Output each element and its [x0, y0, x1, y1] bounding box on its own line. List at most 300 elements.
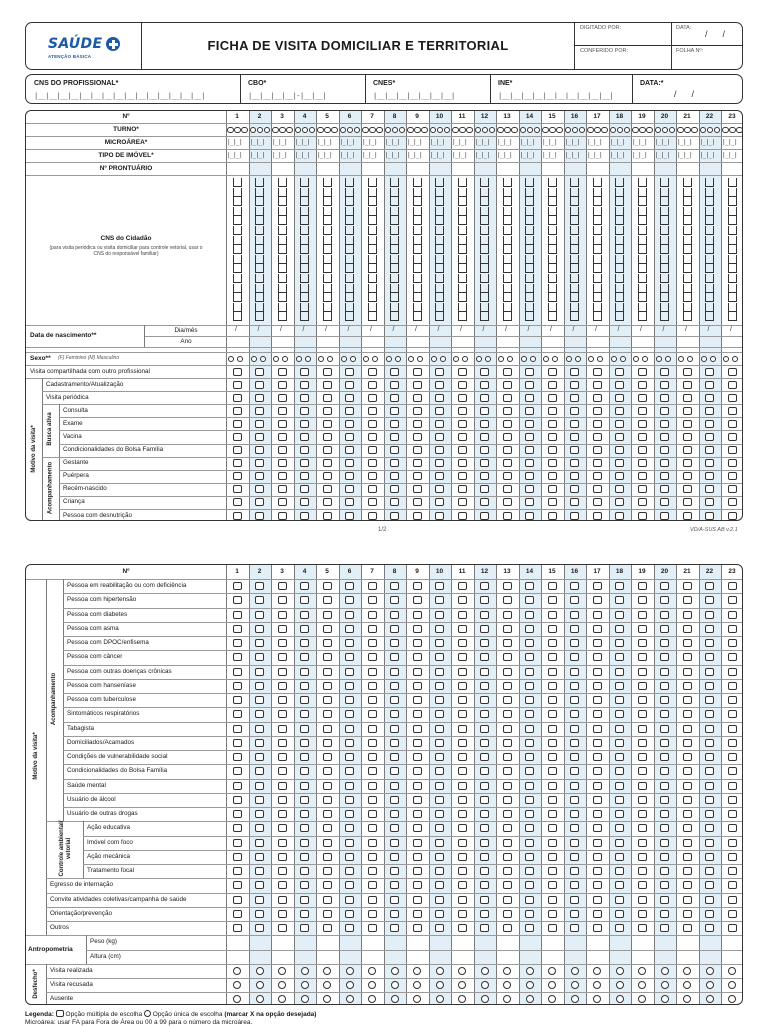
acomp-item-checkbox[interactable] — [233, 653, 242, 661]
busca-item-checkbox[interactable] — [570, 433, 579, 441]
cns-digit-box[interactable] — [503, 197, 512, 206]
compartilhada-checkbox[interactable] — [233, 368, 242, 376]
turno-option[interactable] — [317, 127, 324, 134]
motivo-extra-checkbox[interactable] — [480, 881, 489, 889]
acomp-item-checkbox[interactable] — [660, 739, 669, 747]
acomp-item-checkbox[interactable] — [570, 739, 579, 747]
turno-option[interactable] — [362, 127, 369, 134]
acomp-item-checkbox[interactable] — [480, 810, 489, 818]
motivo-extra-checkbox[interactable] — [615, 881, 624, 889]
desfecho-item-radio[interactable] — [548, 995, 556, 1003]
sexo-option[interactable] — [251, 356, 257, 362]
cns-digit-box[interactable] — [278, 226, 287, 235]
cns-digit-box[interactable] — [278, 216, 287, 225]
compartilhada-checkbox[interactable] — [413, 368, 422, 376]
busca-item-checkbox[interactable] — [638, 433, 647, 441]
compartilhada-checkbox[interactable] — [660, 368, 669, 376]
desfecho-item-radio[interactable] — [661, 981, 669, 989]
tipo-imovel-boxes[interactable]: |_|_| — [722, 151, 738, 159]
cns-digit-box[interactable] — [458, 178, 467, 187]
cns-digit-box[interactable] — [278, 293, 287, 302]
controle-item-checkbox[interactable] — [525, 839, 534, 847]
acomp-item-checkbox[interactable] — [390, 611, 399, 619]
cns-digit-box[interactable] — [480, 264, 489, 273]
acomp-item-checkbox[interactable] — [593, 696, 602, 704]
acomp-item-checkbox[interactable] — [705, 767, 714, 775]
turno-option[interactable] — [542, 127, 549, 134]
acomp-item-checkbox[interactable] — [233, 639, 242, 647]
visita-periodica-checkbox[interactable] — [278, 394, 287, 402]
busca-item-checkbox[interactable] — [503, 433, 512, 441]
cns-digit-box[interactable] — [638, 197, 647, 206]
acomp-item-checkbox[interactable] — [525, 753, 534, 761]
turno-option[interactable] — [414, 127, 421, 134]
desfecho-item-radio[interactable] — [616, 981, 624, 989]
controle-item-checkbox[interactable] — [570, 824, 579, 832]
tipo-imovel-boxes[interactable]: |_|_| — [474, 151, 490, 159]
compartilhada-checkbox[interactable] — [683, 368, 692, 376]
acomp-item-checkbox[interactable] — [458, 639, 467, 647]
acomp-item-checkbox[interactable] — [525, 696, 534, 704]
cns-digit-box[interactable] — [233, 207, 242, 216]
sexo-option[interactable] — [723, 356, 729, 362]
busca-item-checkbox[interactable] — [683, 420, 692, 428]
cns-digit-box[interactable] — [345, 178, 354, 187]
controle-item-checkbox[interactable] — [255, 853, 264, 861]
controle-item-checkbox[interactable] — [480, 867, 489, 875]
cns-digit-box[interactable] — [525, 284, 534, 293]
acomp-item-checkbox[interactable] — [660, 596, 669, 604]
controle-item-checkbox[interactable] — [390, 867, 399, 875]
acomp-item-checkbox[interactable] — [278, 782, 287, 790]
acomp-item-checkbox[interactable] — [255, 710, 264, 718]
cns-digit-box[interactable] — [368, 226, 377, 235]
cns-digit-box[interactable] — [255, 207, 264, 216]
acomp-item-checkbox[interactable] — [300, 725, 309, 733]
cns-digit-box[interactable] — [525, 312, 534, 321]
desfecho-item-radio[interactable] — [683, 981, 691, 989]
acomp-item-checkbox[interactable] — [323, 459, 332, 467]
turno-option[interactable] — [587, 127, 594, 134]
busca-item-checkbox[interactable] — [255, 433, 264, 441]
motivo-extra-checkbox[interactable] — [705, 896, 714, 904]
acomp-item-checkbox[interactable] — [345, 459, 354, 467]
acomp-item-checkbox[interactable] — [638, 472, 647, 480]
acomp-item-checkbox[interactable] — [525, 582, 534, 590]
acomp-item-checkbox[interactable] — [683, 625, 692, 633]
sexo-option[interactable] — [521, 356, 527, 362]
busca-item-checkbox[interactable] — [413, 433, 422, 441]
controle-item-checkbox[interactable] — [548, 867, 557, 875]
acomp-item-checkbox[interactable] — [435, 485, 444, 493]
acomp-item-checkbox[interactable] — [458, 767, 467, 775]
cns-digit-box[interactable] — [458, 293, 467, 302]
busca-item-checkbox[interactable] — [728, 407, 737, 415]
cns-digit-box[interactable] — [368, 216, 377, 225]
controle-item-checkbox[interactable] — [503, 853, 512, 861]
acomp-item-checkbox[interactable] — [300, 767, 309, 775]
acomp-item-checkbox[interactable] — [368, 582, 377, 590]
cns-digit-box[interactable] — [570, 293, 579, 302]
acomp-item-checkbox[interactable] — [615, 485, 624, 493]
acomp-item-checkbox[interactable] — [368, 796, 377, 804]
cns-digit-box[interactable] — [323, 226, 332, 235]
acomp-item-checkbox[interactable] — [368, 696, 377, 704]
acomp-item-checkbox[interactable] — [390, 625, 399, 633]
turno-option[interactable] — [655, 127, 662, 134]
acomp-item-checkbox[interactable] — [390, 696, 399, 704]
motivo-extra-checkbox[interactable] — [458, 924, 467, 932]
tipo-imovel-boxes[interactable]: |_|_| — [294, 151, 310, 159]
acomp-item-checkbox[interactable] — [660, 472, 669, 480]
acomp-item-checkbox[interactable] — [548, 653, 557, 661]
acomp-item-checkbox[interactable] — [525, 668, 534, 676]
acomp-item-checkbox[interactable] — [413, 596, 422, 604]
cns-digit-box[interactable] — [323, 264, 332, 273]
acomp-item-checkbox[interactable] — [570, 639, 579, 647]
busca-item-checkbox[interactable] — [525, 433, 534, 441]
visita-periodica-checkbox[interactable] — [593, 394, 602, 402]
cns-digit-box[interactable] — [503, 236, 512, 245]
cns-digit-box[interactable] — [368, 245, 377, 254]
controle-item-checkbox[interactable] — [435, 867, 444, 875]
dia-mes-slash[interactable]: / — [482, 326, 485, 333]
acomp-item-checkbox[interactable] — [413, 796, 422, 804]
dia-mes-slash[interactable]: / — [685, 326, 687, 333]
acomp-item-checkbox[interactable] — [255, 653, 264, 661]
cns-digit-box[interactable] — [503, 312, 512, 321]
motivo-extra-checkbox[interactable] — [413, 881, 422, 889]
visita-periodica-checkbox[interactable] — [345, 394, 354, 402]
cns-digit-box[interactable] — [278, 197, 287, 206]
tipo-imovel-boxes[interactable]: |_|_| — [339, 151, 355, 159]
controle-item-checkbox[interactable] — [480, 839, 489, 847]
acomp-item-checkbox[interactable] — [615, 753, 624, 761]
cns-digit-box[interactable] — [593, 312, 602, 321]
cns-digit-box[interactable] — [705, 207, 714, 216]
cns-digit-box[interactable] — [683, 236, 692, 245]
tipo-imovel-boxes[interactable]: |_|_| — [677, 151, 693, 159]
busca-item-checkbox[interactable] — [525, 446, 534, 454]
turno-option[interactable] — [279, 127, 286, 134]
cns-digit-box[interactable] — [615, 284, 624, 293]
acomp-item-checkbox[interactable] — [368, 682, 377, 690]
busca-item-checkbox[interactable] — [300, 420, 309, 428]
acomp-item-checkbox[interactable] — [323, 485, 332, 493]
cns-digit-box[interactable] — [390, 303, 399, 312]
cns-digit-box[interactable] — [300, 236, 309, 245]
motivo-extra-checkbox[interactable] — [300, 924, 309, 932]
tipo-imovel-boxes[interactable]: |_|_| — [609, 151, 625, 159]
acomp-item-checkbox[interactable] — [390, 810, 399, 818]
compartilhada-checkbox[interactable] — [368, 368, 377, 376]
turno-option[interactable] — [264, 127, 271, 134]
cns-digit-box[interactable] — [638, 284, 647, 293]
motivo-extra-checkbox[interactable] — [233, 881, 242, 889]
acomp-item-checkbox[interactable] — [660, 767, 669, 775]
cns-digit-box[interactable] — [278, 245, 287, 254]
acomp-item-checkbox[interactable] — [615, 668, 624, 676]
sexo-option[interactable] — [530, 356, 536, 362]
desfecho-item-radio[interactable] — [391, 967, 399, 975]
acomp-item-checkbox[interactable] — [323, 753, 332, 761]
acomp-item-checkbox[interactable] — [435, 682, 444, 690]
busca-item-checkbox[interactable] — [480, 446, 489, 454]
compartilhada-checkbox[interactable] — [390, 368, 399, 376]
acomp-item-checkbox[interactable] — [255, 810, 264, 818]
desfecho-item-radio[interactable] — [661, 967, 669, 975]
acomp-item-checkbox[interactable] — [458, 753, 467, 761]
acomp-item-checkbox[interactable] — [638, 512, 647, 520]
compartilhada-checkbox[interactable] — [503, 368, 512, 376]
cns-digit-box[interactable] — [615, 178, 624, 187]
cns-digit-box[interactable] — [255, 178, 264, 187]
cns-digit-box[interactable] — [728, 207, 737, 216]
desfecho-item-radio[interactable] — [323, 995, 331, 1003]
motivo-extra-checkbox[interactable] — [570, 910, 579, 918]
cns-digit-box[interactable] — [615, 236, 624, 245]
cns-digit-box[interactable] — [323, 178, 332, 187]
cns-digit-box[interactable] — [323, 312, 332, 321]
cns-digit-box[interactable] — [390, 197, 399, 206]
desfecho-item-radio[interactable] — [638, 967, 646, 975]
acomp-item-checkbox[interactable] — [345, 696, 354, 704]
acomp-item-checkbox[interactable] — [570, 611, 579, 619]
cns-digit-box[interactable] — [255, 216, 264, 225]
tipo-imovel-boxes[interactable]: |_|_| — [384, 151, 400, 159]
acomp-item-checkbox[interactable] — [548, 696, 557, 704]
cns-digit-box[interactable] — [615, 216, 624, 225]
cns-digit-box[interactable] — [390, 188, 399, 197]
turno-option[interactable] — [610, 127, 617, 134]
acomp-item-checkbox[interactable] — [525, 596, 534, 604]
acomp-item-checkbox[interactable] — [233, 753, 242, 761]
motivo-extra-checkbox[interactable] — [683, 881, 692, 889]
controle-item-checkbox[interactable] — [728, 867, 737, 875]
acomp-item-checkbox[interactable] — [525, 739, 534, 747]
acomp-item-checkbox[interactable] — [480, 725, 489, 733]
acomp-item-checkbox[interactable] — [233, 485, 242, 493]
motivo-extra-checkbox[interactable] — [570, 924, 579, 932]
turno-option[interactable] — [594, 127, 601, 134]
acomp-item-checkbox[interactable] — [480, 739, 489, 747]
acomp-item-checkbox[interactable] — [548, 459, 557, 467]
busca-item-checkbox[interactable] — [638, 420, 647, 428]
desfecho-item-radio[interactable] — [683, 967, 691, 975]
acomp-item-checkbox[interactable] — [705, 596, 714, 604]
busca-item-checkbox[interactable] — [233, 420, 242, 428]
compartilhada-checkbox[interactable] — [345, 368, 354, 376]
motivo-extra-checkbox[interactable] — [615, 896, 624, 904]
busca-item-checkbox[interactable] — [255, 446, 264, 454]
cns-digit-box[interactable] — [705, 293, 714, 302]
cns-digit-box[interactable] — [390, 255, 399, 264]
turno-option[interactable] — [579, 127, 586, 134]
desfecho-item-radio[interactable] — [368, 967, 376, 975]
cns-digit-box[interactable] — [300, 264, 309, 273]
acomp-item-checkbox[interactable] — [278, 767, 287, 775]
acomp-item-checkbox[interactable] — [660, 753, 669, 761]
tipo-imovel-boxes[interactable]: |_|_| — [362, 151, 378, 159]
cns-digit-box[interactable] — [705, 236, 714, 245]
acomp-item-checkbox[interactable] — [638, 625, 647, 633]
cns-digit-box[interactable] — [728, 264, 737, 273]
acomp-item-checkbox[interactable] — [255, 682, 264, 690]
cns-digit-box[interactable] — [435, 293, 444, 302]
motivo-extra-checkbox[interactable] — [638, 896, 647, 904]
sexo-option[interactable] — [633, 356, 639, 362]
cns-digit-box[interactable] — [615, 226, 624, 235]
motivo-extra-checkbox[interactable] — [368, 910, 377, 918]
motivo-extra-checkbox[interactable] — [548, 896, 557, 904]
acomp-item-checkbox[interactable] — [278, 725, 287, 733]
acomp-item-checkbox[interactable] — [390, 472, 399, 480]
acomp-item-checkbox[interactable] — [570, 767, 579, 775]
acomp-item-checkbox[interactable] — [593, 653, 602, 661]
acomp-item-checkbox[interactable] — [660, 611, 669, 619]
acomp-item-checkbox[interactable] — [728, 682, 737, 690]
motivo-extra-checkbox[interactable] — [233, 896, 242, 904]
motivo-extra-checkbox[interactable] — [503, 924, 512, 932]
cns-digit-box[interactable] — [615, 188, 624, 197]
sexo-option[interactable] — [296, 356, 302, 362]
cns-digit-box[interactable] — [660, 255, 669, 264]
cns-digit-box[interactable] — [705, 284, 714, 293]
acomp-item-checkbox[interactable] — [458, 682, 467, 690]
acomp-item-checkbox[interactable] — [705, 512, 714, 520]
acomp-item-checkbox[interactable] — [593, 498, 602, 506]
controle-item-checkbox[interactable] — [435, 853, 444, 861]
compartilhada-checkbox[interactable] — [638, 368, 647, 376]
acomp-item-checkbox[interactable] — [570, 810, 579, 818]
acomp-item-checkbox[interactable] — [638, 668, 647, 676]
cns-digit-box[interactable] — [233, 284, 242, 293]
motivo-extra-checkbox[interactable] — [345, 910, 354, 918]
acomp-item-checkbox[interactable] — [638, 498, 647, 506]
acomp-item-checkbox[interactable] — [345, 782, 354, 790]
acomp-item-checkbox[interactable] — [278, 498, 287, 506]
cns-digit-box[interactable] — [593, 236, 602, 245]
acomp-item-checkbox[interactable] — [480, 611, 489, 619]
acomp-item-checkbox[interactable] — [660, 696, 669, 704]
cns-digit-box[interactable] — [368, 264, 377, 273]
acomp-item-checkbox[interactable] — [683, 767, 692, 775]
cns-digit-box[interactable] — [278, 264, 287, 273]
motivo-extra-checkbox[interactable] — [233, 910, 242, 918]
cns-digit-box[interactable] — [593, 264, 602, 273]
acomp-item-checkbox[interactable] — [368, 639, 377, 647]
cns-digit-box[interactable] — [323, 236, 332, 245]
busca-item-checkbox[interactable] — [705, 446, 714, 454]
motivo-extra-checkbox[interactable] — [548, 924, 557, 932]
motivo-extra-checkbox[interactable] — [525, 896, 534, 904]
acomp-item-checkbox[interactable] — [233, 512, 242, 520]
controle-item-checkbox[interactable] — [323, 853, 332, 861]
cns-digit-box[interactable] — [728, 188, 737, 197]
acomp-item-checkbox[interactable] — [503, 512, 512, 520]
busca-item-checkbox[interactable] — [368, 420, 377, 428]
acomp-item-checkbox[interactable] — [413, 498, 422, 506]
tipo-imovel-boxes[interactable]: |_|_| — [317, 151, 333, 159]
acomp-item-checkbox[interactable] — [525, 472, 534, 480]
cns-digit-box[interactable] — [233, 226, 242, 235]
acomp-item-checkbox[interactable] — [458, 472, 467, 480]
microarea-boxes[interactable]: |_|_| — [677, 138, 693, 146]
desfecho-item-radio[interactable] — [233, 967, 241, 975]
cns-digit-box[interactable] — [480, 216, 489, 225]
cns-digit-box[interactable] — [683, 188, 692, 197]
compartilhada-checkbox[interactable] — [728, 368, 737, 376]
acomp-item-checkbox[interactable] — [683, 696, 692, 704]
cns-digit-box[interactable] — [255, 226, 264, 235]
cns-digit-box[interactable] — [345, 216, 354, 225]
acomp-item-checkbox[interactable] — [233, 498, 242, 506]
cns-digit-box[interactable] — [638, 216, 647, 225]
sexo-option[interactable] — [710, 356, 716, 362]
acomp-item-checkbox[interactable] — [503, 498, 512, 506]
cns-digit-box[interactable] — [435, 284, 444, 293]
acomp-item-checkbox[interactable] — [615, 639, 624, 647]
acomp-item-checkbox[interactable] — [413, 739, 422, 747]
acomp-item-checkbox[interactable] — [435, 472, 444, 480]
acomp-item-checkbox[interactable] — [458, 653, 467, 661]
acomp-item-checkbox[interactable] — [390, 639, 399, 647]
acomp-item-checkbox[interactable] — [390, 682, 399, 690]
microarea-boxes[interactable]: |_|_| — [497, 138, 513, 146]
desfecho-item-radio[interactable] — [706, 967, 714, 975]
controle-item-checkbox[interactable] — [503, 839, 512, 847]
acomp-item-checkbox[interactable] — [480, 639, 489, 647]
turno-option[interactable] — [340, 127, 347, 134]
dia-mes-slash[interactable]: / — [527, 326, 530, 333]
busca-item-checkbox[interactable] — [660, 446, 669, 454]
tipo-imovel-boxes[interactable]: |_|_| — [632, 151, 648, 159]
acomp-item-checkbox[interactable] — [480, 498, 489, 506]
visita-periodica-checkbox[interactable] — [525, 394, 534, 402]
acomp-item-checkbox[interactable] — [413, 582, 422, 590]
acomp-item-checkbox[interactable] — [548, 596, 557, 604]
acomp-item-checkbox[interactable] — [705, 472, 714, 480]
cns-digit-box[interactable] — [368, 188, 377, 197]
controle-item-checkbox[interactable] — [300, 824, 309, 832]
busca-item-checkbox[interactable] — [300, 446, 309, 454]
cns-digit-box[interactable] — [480, 207, 489, 216]
sexo-option[interactable] — [575, 356, 581, 362]
cns-digit-box[interactable] — [683, 303, 692, 312]
cadastramento-checkbox[interactable] — [233, 381, 242, 389]
motivo-extra-checkbox[interactable] — [255, 881, 264, 889]
acomp-item-checkbox[interactable] — [323, 739, 332, 747]
acomp-item-checkbox[interactable] — [323, 810, 332, 818]
acomp-item-checkbox[interactable] — [345, 472, 354, 480]
acomp-item-checkbox[interactable] — [548, 625, 557, 633]
acomp-item-checkbox[interactable] — [233, 782, 242, 790]
desfecho-item-radio[interactable] — [436, 995, 444, 1003]
cns-digit-box[interactable] — [390, 207, 399, 216]
cns-digit-box[interactable] — [255, 303, 264, 312]
acomp-item-checkbox[interactable] — [255, 582, 264, 590]
acomp-item-checkbox[interactable] — [638, 485, 647, 493]
acomp-item-checkbox[interactable] — [255, 512, 264, 520]
busca-item-checkbox[interactable] — [548, 446, 557, 454]
cns-digit-box[interactable] — [705, 197, 714, 206]
turno-option[interactable] — [632, 127, 639, 134]
cadastramento-checkbox[interactable] — [278, 381, 287, 389]
sexo-option[interactable] — [350, 356, 356, 362]
motivo-extra-checkbox[interactable] — [705, 881, 714, 889]
acomp-item-checkbox[interactable] — [660, 782, 669, 790]
microarea-boxes[interactable]: |_|_| — [317, 138, 333, 146]
